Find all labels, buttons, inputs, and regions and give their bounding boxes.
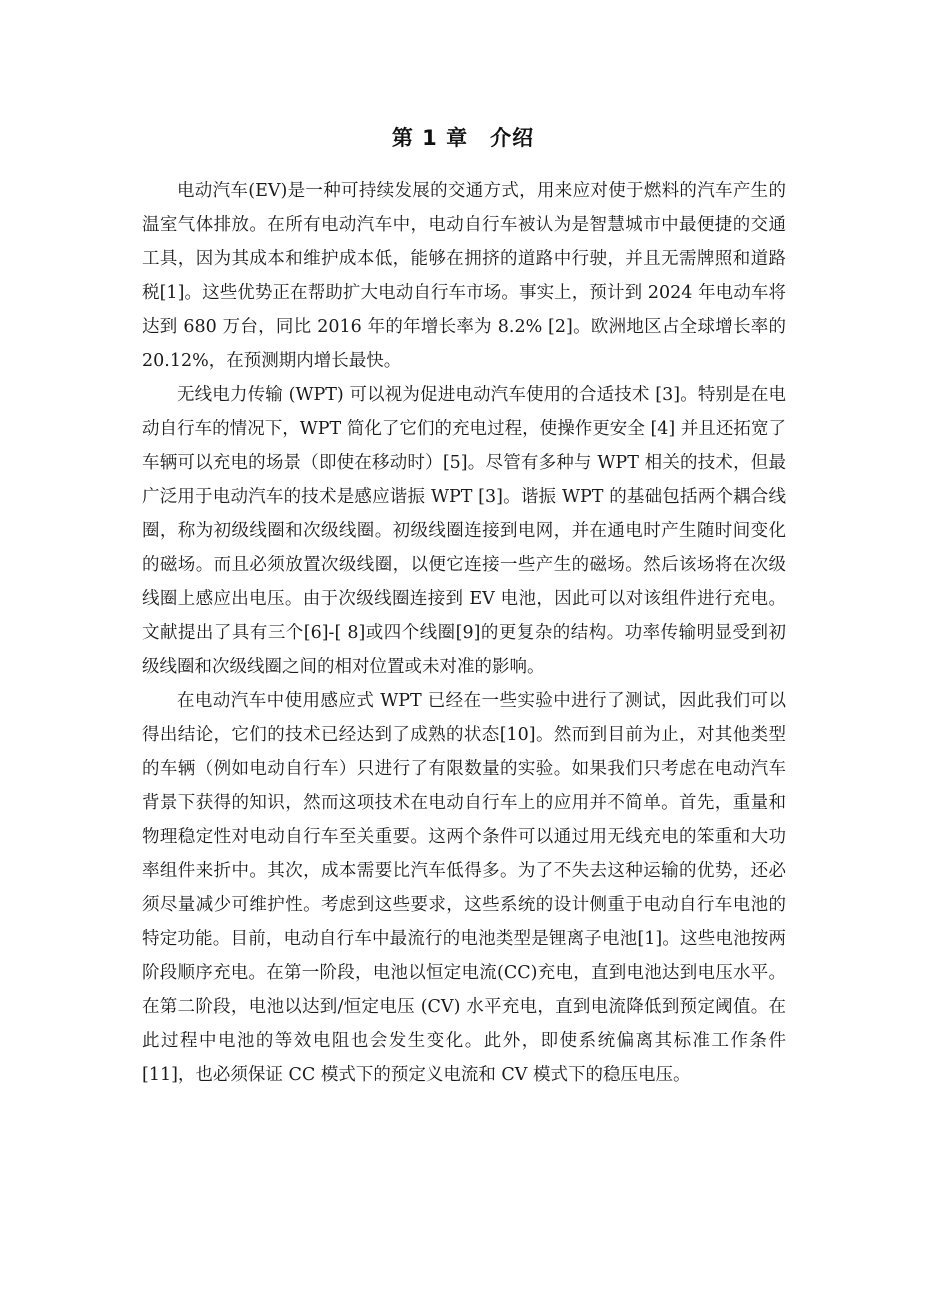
- paragraph-ebike-challenges: 在电动汽车中使用感应式 WPT 已经在一些实验中进行了测试，因此我们可以得出结论，它们的技术已经达到了成熟的状态[10]。然而到目前为止，对其他类型的车辆（例如电动自行车）只进行了有限数量的实验。如果我们只考虑在电动汽车背景下获得的知识，然而这项技术在电动自行车上的应用并不简单。首先，重量和物理稳定性对电动自行车至关重要。这两个条件可以通过用无线充电的笨重和大功率组件来折中。其次，成本需要比汽车低得多。为了不失去这种运输的优势，还必须尽量减少可维护性。考虑到这些要求，这些系统的设计侧重于电动自行车电池的特定功能。目前，电动自行车中最流行的电池类型是锂离子电池[1]。这些电池按两阶段顺序充电。在第一阶段，电池以恒定电流(CC)充电，直到电池达到电压水平。在第二阶段，电池以达到/恒定电压 (CV) 水平充电，直到电流降低到预定阈值。在此过程中电池的等效电阻也会发生变化。此外，即使系统偏离其标准工作条件[11]，也必须保证 CC 模式下的预定义电流和 CV 模式下的稳压电压。: [142, 691, 786, 1085]
- chapter-number: 第 1 章: [391, 126, 469, 150]
- chapter-body: [142, 174, 786, 1092]
- paragraph-intro: 电动汽车(EV)是一种可持续发展的交通方式，用来应对使于燃料的汽车产生的温室气体排放。在所有电动汽车中，电动自行车被认为是智慧城市中最便捷的交通工具，因为其成本和维护成本低，能够在拥挤的道路中行驶，并且无需牌照和道路税[1]。这些优势正在帮助扩大电动自行车市场。事实上，预计到 2024 年电动车将达到 680 万台，同比 2016 年的年增长率为 8.2% [2]。欧洲地区占全球增长率的 20.12%，在预测期内增长最快。: [142, 181, 786, 371]
- paragraph-wpt: 无线电力传输 (WPT) 可以视为促进电动汽车使用的合适技术 [3]。特别是在电动自行车的情况下，WPT 简化了它们的充电过程，使操作更安全 [4] 并且还拓宽了车辆可以充电的场景（即使在移动时）[5]。尽管有多种与 WPT 相关的技术，但最广泛用于电动汽车的技术是感应谐振 WPT [3]。谐振 WPT 的基础包括两个耦合线圈，称为初级线圈和次级线圈。初级线圈连接到电网，并在通电时产生随时间变化的磁场。而且必须放置次级线圈，以便它连接一些产生的磁场。然后该场将在次级线圈上感应出电压。由于次级线圈连接到 EV 电池，因此可以对该组件进行充电。文献提出了具有三个[6]-[ 8]或四个线圈[9]的更复杂的结构。功率传输明显受到初级线圈和次级线圈之间的相对位置或未对准的影响。: [142, 385, 786, 677]
- chapter-heading: [0, 122, 926, 154]
- chapter-title-text: 介绍: [490, 126, 535, 150]
